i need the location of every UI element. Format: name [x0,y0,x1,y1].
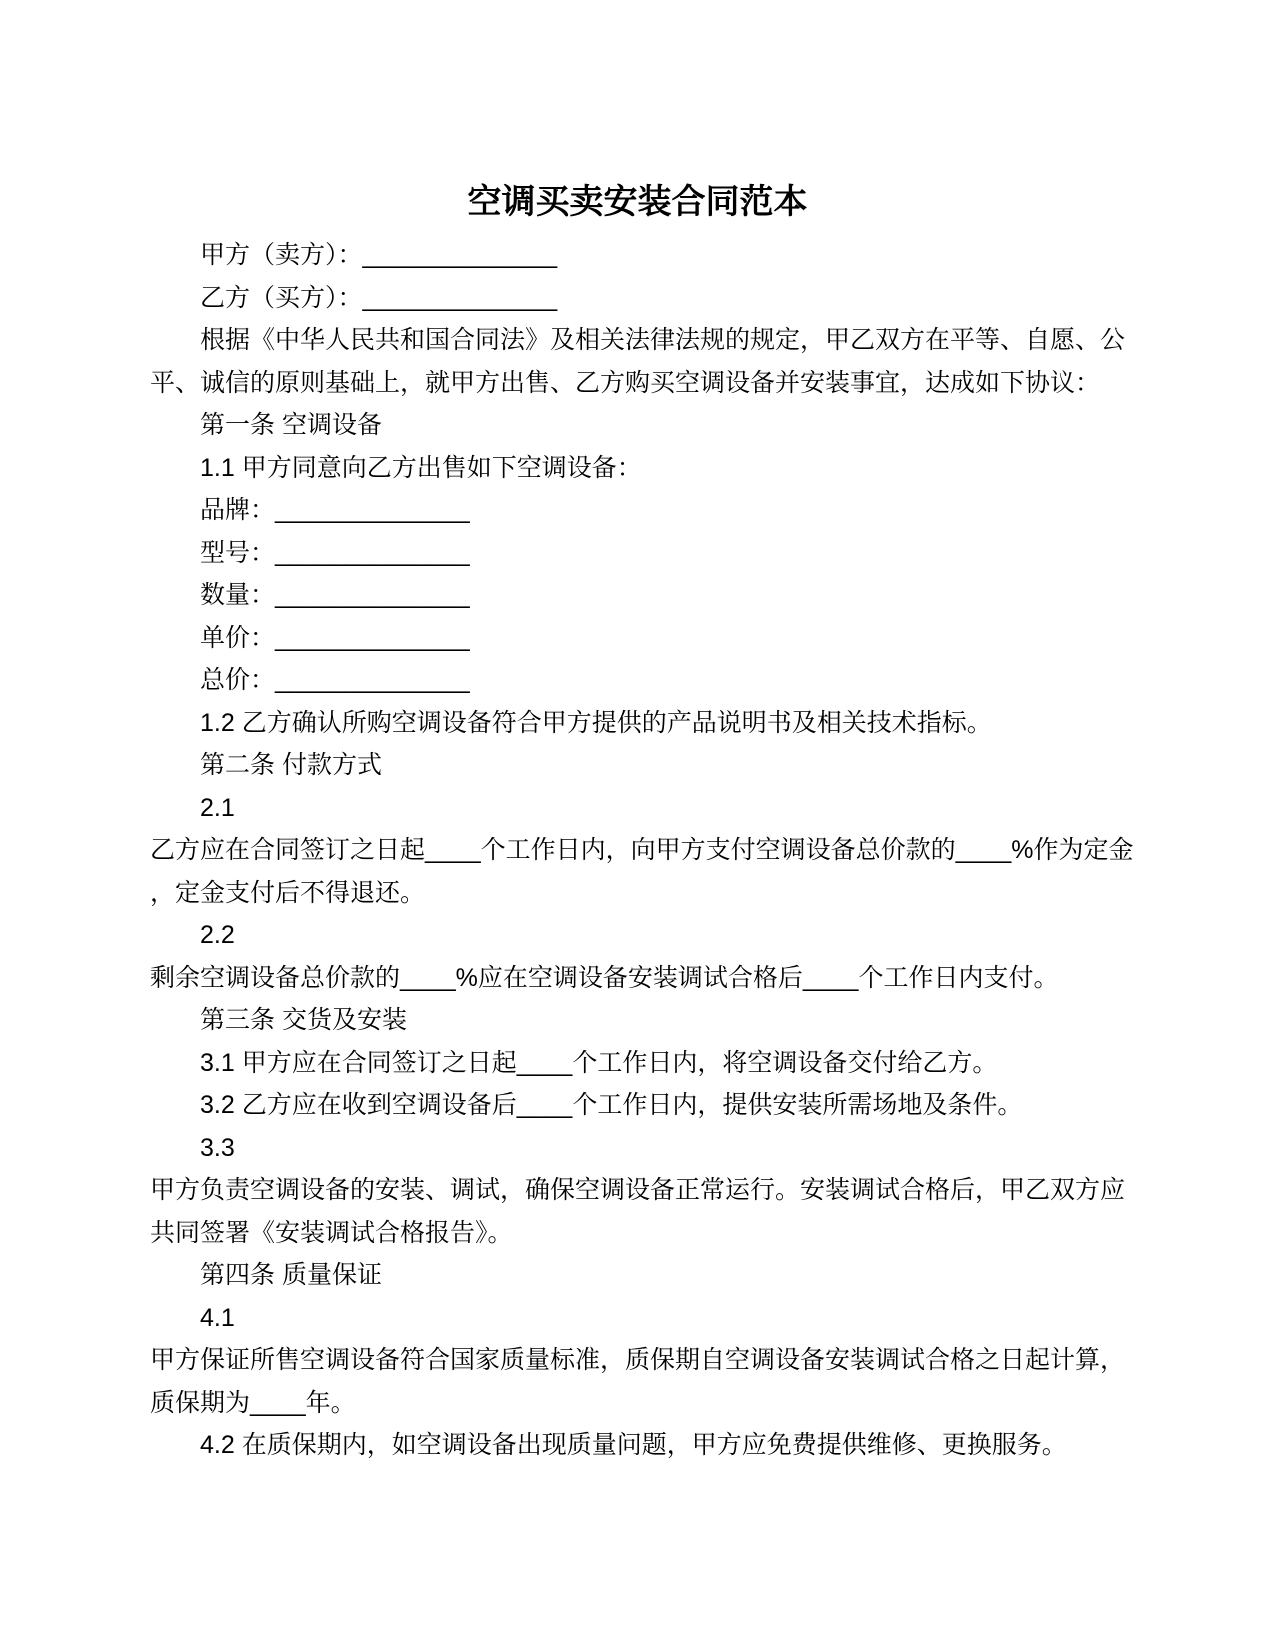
document-line: 总价：______________ [200,666,470,694]
document-line: 乙方（买方）：______________ [200,283,558,312]
document-title: 空调买卖安装合同范本 [467,183,808,221]
document-line: 3.3 [200,1133,235,1162]
document-line: 3.1 甲方应在合同签订之日起____个工作日内，将空调设备交付给乙方。 [200,1048,998,1077]
document-line: 2.2 [200,921,235,949]
document-line: ，定金支付后不得退还。 [150,878,426,907]
document-line: 型号：______________ [200,538,470,567]
document-line: 1.2 乙方确认所购空调设备符合甲方提供的产品说明书及相关技术指标。 [200,708,992,737]
document-line: 第四条 质量保证 [200,1261,382,1289]
document-line: 甲方保证所售空调设备符合国家质量标准，质保期自空调设备安装调试合格之日起计算， [150,1346,1126,1374]
document-line: 2.1 [200,793,235,822]
document-line: 平、诚信的原则基础上，就甲方出售、乙方购买空调设备并安装事宜，达成如下协议： [150,368,1101,397]
document-line: 甲方（卖方）：______________ [200,241,558,269]
document-line: 第三条 交货及安装 [200,1006,407,1034]
document-line: 4.2 在质保期内，如空调设备出现质量问题，甲方应免费提供维修、更换服务。 [200,1431,1067,1459]
document-body [150,234,1134,1467]
document-line: 剩余空调设备总价款的____%应在空调设备安装调试合格后____个工作日内支付。 [150,963,1059,992]
document-line: 根据《中华人民共和国合同法》及相关法律法规的规定，甲乙双方在平等、自愿、公 [200,326,1126,354]
document-line: 单价：______________ [200,623,470,652]
document-line: 共同签署《安装调试合格报告》。 [150,1218,513,1247]
document-line: 甲方负责空调设备的安装、调试，确保空调设备正常运行。安装调试合格后，甲乙双方应 [150,1176,1126,1204]
document-line: 乙方应在合同签订之日起____个工作日内，向甲方支付空调设备总价款的____%作为定金 [150,836,1134,864]
document-line: 第一条 空调设备 [200,411,382,439]
document-line: 第二条 付款方式 [200,751,382,779]
document-content [150,170,1134,1467]
document-line: 4.1 [200,1303,235,1332]
document-line: 品牌：______________ [200,496,470,524]
document-line: 1.1 甲方同意向乙方出售如下空调设备： [200,453,642,482]
document-line: 质保期为____年。 [150,1388,356,1417]
document-line: 数量：______________ [200,581,470,609]
document-line: 3.2 乙方应在收到空调设备后____个工作日内，提供安装所需场地及条件。 [200,1091,1023,1119]
